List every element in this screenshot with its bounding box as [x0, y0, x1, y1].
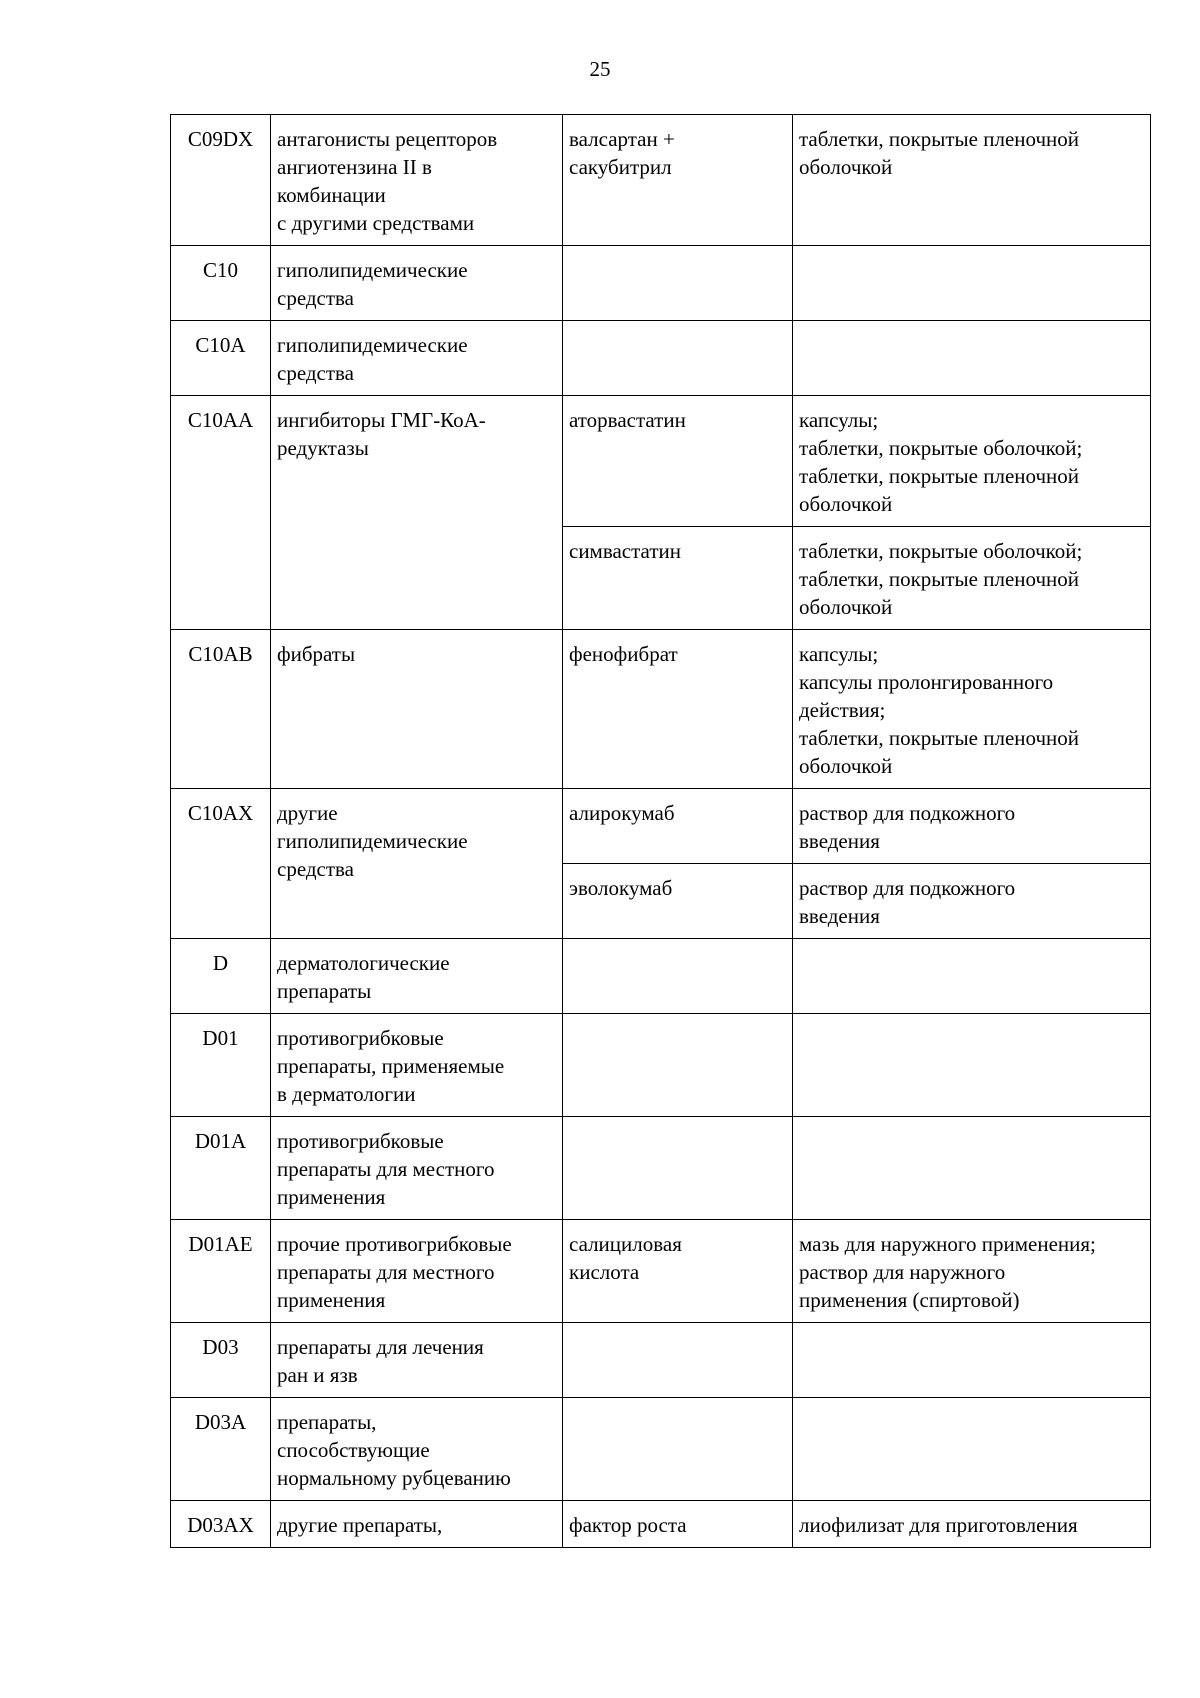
atc-group-cell [271, 939, 563, 1014]
cell-line: таблетки, покрытые оболочкой; [799, 539, 1083, 563]
cell-line: раствор для подкожного [799, 801, 1016, 825]
table-row [171, 939, 1151, 1014]
cell-line: препараты, применяемые [277, 1054, 505, 1078]
atc-group-cell [271, 1501, 563, 1548]
atc-code-cell: D01AE [171, 1220, 271, 1323]
cell-line: лиофилизат для приготовления [799, 1513, 1078, 1537]
cell-line: ран и язв [277, 1363, 358, 1387]
table-row [171, 115, 1151, 246]
atc-code-cell: C10AB [171, 630, 271, 789]
cell-line: гиполипидемические [277, 258, 468, 282]
cell-line: введения [799, 904, 880, 928]
atc-group-cell [271, 630, 563, 789]
cell-line: с другими средствами [277, 211, 475, 235]
cell-line: фактор роста [569, 1513, 687, 1537]
cell-line: аторвастатин [569, 408, 686, 432]
atc-group-cell [271, 789, 563, 939]
dosage-form-cell [793, 321, 1151, 396]
atc-group-cell [271, 396, 563, 630]
dosage-form-cell [793, 1398, 1151, 1501]
cell-line: применения [277, 1185, 386, 1209]
cell-line: средства [277, 361, 355, 385]
atc-code-cell: C10AA [171, 396, 271, 630]
cell-line: таблетки, покрытые пленочной [799, 567, 1080, 591]
drug-name-cell [563, 1220, 793, 1323]
table-row [171, 789, 1151, 864]
atc-group-cell [271, 321, 563, 396]
page-number: 25 [589, 57, 611, 81]
cell-line: редуктазы [277, 436, 369, 460]
drug-name-cell [563, 1117, 793, 1220]
cell-line: симвастатин [569, 539, 681, 563]
atc-code-cell: D01 [171, 1014, 271, 1117]
drug-name-cell [563, 1398, 793, 1501]
cell-line: капсулы; [799, 642, 879, 666]
atc-code-cell: C10 [171, 246, 271, 321]
drug-name-cell [563, 115, 793, 246]
cell-line: препараты для местного [277, 1260, 495, 1284]
cell-line: валсартан + [569, 127, 675, 151]
atc-code-cell: D03 [171, 1323, 271, 1398]
table-row [171, 1501, 1151, 1548]
cell-line: кислота [569, 1260, 640, 1284]
atc-code-cell: D01A [171, 1117, 271, 1220]
cell-line: препараты [277, 979, 372, 1003]
atc-group-cell [271, 1014, 563, 1117]
table-row [171, 1398, 1151, 1501]
cell-line: сакубитрил [569, 155, 672, 179]
cell-line: оболочкой [799, 492, 893, 516]
cell-line: гиполипидемические [277, 333, 468, 357]
atc-code-cell: C10A [171, 321, 271, 396]
cell-line: фибраты [277, 642, 356, 666]
drug-name-cell [563, 864, 793, 939]
cell-line: противогрибковые [277, 1129, 444, 1153]
atc-group-cell [271, 1117, 563, 1220]
drug-name-cell [563, 246, 793, 321]
drug-list-table [170, 114, 1151, 1548]
dosage-form-cell [793, 115, 1151, 246]
cell-line: капсулы пролонгированного [799, 670, 1054, 694]
drug-name-cell [563, 939, 793, 1014]
cell-line: ангиотензина II в [277, 155, 432, 179]
cell-line: мазь для наружного применения; [799, 1232, 1096, 1256]
drug-name-cell [563, 1501, 793, 1548]
dosage-form-cell [793, 789, 1151, 864]
dosage-form-cell [793, 1501, 1151, 1548]
cell-line: таблетки, покрытые пленочной [799, 726, 1080, 750]
drug-name-cell [563, 789, 793, 864]
dosage-form-cell [793, 1220, 1151, 1323]
drug-name-cell [563, 630, 793, 789]
cell-line: препараты для местного [277, 1157, 495, 1181]
cell-line: оболочкой [799, 155, 893, 179]
table-row [171, 1323, 1151, 1398]
atc-group-cell [271, 1220, 563, 1323]
drug-name-cell [563, 1323, 793, 1398]
cell-line: противогрибковые [277, 1026, 444, 1050]
cell-line: гиполипидемические [277, 829, 468, 853]
cell-line: нормальному рубцеванию [277, 1466, 511, 1490]
cell-line: средства [277, 857, 355, 881]
dosage-form-cell [793, 939, 1151, 1014]
cell-line: средства [277, 286, 355, 310]
table-row [171, 1220, 1151, 1323]
cell-line: оболочкой [799, 595, 893, 619]
atc-code-cell: D03A [171, 1398, 271, 1501]
table-row [171, 630, 1151, 789]
atc-group-cell [271, 246, 563, 321]
drug-name-cell [563, 321, 793, 396]
atc-group-cell [271, 115, 563, 246]
cell-line: препараты, [277, 1410, 377, 1434]
dosage-form-cell [793, 864, 1151, 939]
cell-line: алирокумаб [569, 801, 675, 825]
cell-line: раствор для подкожного [799, 876, 1016, 900]
atc-group-cell [271, 1398, 563, 1501]
cell-line: другие [277, 801, 338, 825]
atc-code-cell: D03AX [171, 1501, 271, 1548]
drug-name-cell [563, 527, 793, 630]
atc-group-cell [271, 1323, 563, 1398]
cell-line: другие препараты, [277, 1513, 443, 1537]
cell-line: таблетки, покрытые пленочной [799, 464, 1080, 488]
dosage-form-cell [793, 630, 1151, 789]
cell-line: антагонисты рецепторов [277, 127, 498, 151]
dosage-form-cell [793, 246, 1151, 321]
cell-line: фенофибрат [569, 642, 678, 666]
cell-line: действия; [799, 698, 886, 722]
table-row [171, 396, 1151, 527]
cell-line: оболочкой [799, 754, 893, 778]
table-body [171, 115, 1151, 1548]
table-row [171, 321, 1151, 396]
dosage-form-cell [793, 1117, 1151, 1220]
cell-line: эволокумаб [569, 876, 673, 900]
drug-name-cell [563, 1014, 793, 1117]
table-row [171, 1117, 1151, 1220]
cell-line: применения [277, 1288, 386, 1312]
cell-line: раствор для наружного [799, 1260, 1006, 1284]
dosage-form-cell [793, 1014, 1151, 1117]
cell-line: капсулы; [799, 408, 879, 432]
cell-line: таблетки, покрытые оболочкой; [799, 436, 1083, 460]
dosage-form-cell [793, 1323, 1151, 1398]
cell-line: комбинации [277, 183, 386, 207]
cell-line: ингибиторы ГМГ-КоА- [277, 408, 486, 432]
atc-code-cell: C09DX [171, 115, 271, 246]
cell-line: применения (спиртовой) [799, 1288, 1020, 1312]
cell-line: таблетки, покрытые пленочной [799, 127, 1080, 151]
dosage-form-cell [793, 396, 1151, 527]
cell-line: введения [799, 829, 880, 853]
cell-line: салициловая [569, 1232, 682, 1256]
atc-code-cell: D [171, 939, 271, 1014]
cell-line: дерматологические [277, 951, 450, 975]
cell-line: в дерматологии [277, 1082, 416, 1106]
dosage-form-cell [793, 527, 1151, 630]
table-row [171, 246, 1151, 321]
atc-code-cell: C10AX [171, 789, 271, 939]
drug-name-cell [563, 396, 793, 527]
cell-line: препараты для лечения [277, 1335, 484, 1359]
cell-line: прочие противогрибковые [277, 1232, 512, 1256]
table-row [171, 1014, 1151, 1117]
cell-line: способствующие [277, 1438, 430, 1462]
